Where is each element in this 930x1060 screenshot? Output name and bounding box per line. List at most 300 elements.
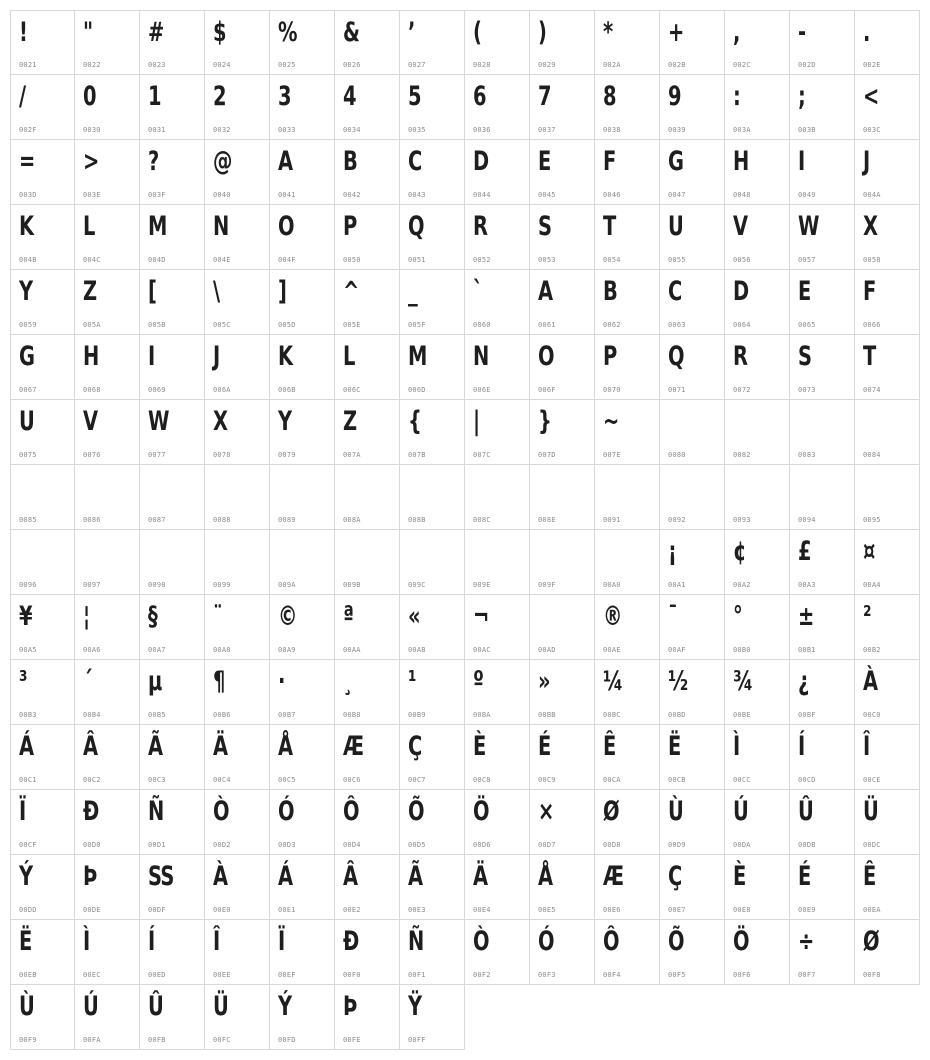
glyph-cell-0052	[465, 205, 530, 270]
glyph-cell-0078	[205, 400, 270, 465]
glyph-codepoint: 00C9	[538, 776, 556, 784]
glyph-character: =	[19, 146, 35, 177]
glyph-cell-0087	[140, 465, 205, 530]
glyph-cell-003a	[725, 75, 790, 140]
glyph-character: «	[408, 601, 420, 632]
glyph-character: Æ	[343, 731, 364, 762]
glyph-cell-007e	[595, 400, 660, 465]
glyph-cell-00a3	[790, 530, 855, 595]
glyph-character: W	[798, 211, 819, 242]
glyph-character: ©	[278, 601, 297, 632]
glyph-character: :	[733, 81, 741, 112]
glyph-character: ;	[798, 81, 806, 112]
glyph-character: X	[213, 406, 228, 437]
glyph-codepoint: 00B3	[19, 711, 37, 719]
glyph-codepoint: 005F	[408, 321, 426, 329]
glyph-codepoint: 0028	[473, 61, 491, 69]
glyph-cell-002a	[595, 10, 660, 75]
glyph-cell-006d	[400, 335, 465, 400]
glyph-codepoint: 0053	[538, 256, 556, 264]
glyph-character: ?	[148, 146, 159, 177]
glyph-codepoint: 003F	[148, 191, 166, 199]
glyph-cell-00e4	[465, 855, 530, 920]
glyph-cell-0029	[530, 10, 595, 75]
glyph-codepoint: 00AD	[538, 646, 556, 654]
glyph-codepoint: 0030	[83, 126, 101, 134]
glyph-cell-0061	[530, 270, 595, 335]
glyph-character: $	[213, 17, 226, 48]
glyph-character: ¾	[733, 666, 753, 697]
glyph-character: N	[473, 341, 489, 372]
glyph-character: S	[798, 341, 812, 372]
glyph-character: "	[83, 17, 93, 48]
glyph-cell-006c	[335, 335, 400, 400]
glyph-character: ¸	[343, 666, 352, 697]
glyph-character: G	[668, 146, 684, 177]
glyph-cell-0023	[140, 10, 205, 75]
glyph-cell-0039	[660, 75, 725, 140]
glyph-cell-0092	[660, 465, 725, 530]
glyph-codepoint: 0074	[863, 386, 881, 394]
glyph-codepoint: 0049	[798, 191, 816, 199]
glyph-character: B	[343, 146, 358, 177]
glyph-codepoint: 00CF	[19, 841, 37, 849]
glyph-cell-0031	[140, 75, 205, 140]
glyph-codepoint: 0073	[798, 386, 816, 394]
glyph-codepoint: 003B	[798, 126, 816, 134]
glyph-character: Ì	[83, 926, 90, 957]
glyph-cell-003c	[855, 75, 920, 140]
glyph-codepoint: 007C	[473, 451, 491, 459]
glyph-codepoint: 00C2	[83, 776, 101, 784]
glyph-character: I	[148, 341, 155, 372]
glyph-cell-00ca	[595, 725, 660, 790]
glyph-codepoint: 0082	[733, 451, 751, 459]
glyph-cell-00e1	[270, 855, 335, 920]
glyph-cell-0055	[660, 205, 725, 270]
glyph-character: <	[863, 81, 879, 112]
glyph-cell-00eb	[10, 920, 75, 985]
glyph-character: >	[83, 146, 99, 177]
glyph-codepoint: 00CC	[733, 776, 751, 784]
glyph-cell-004c	[75, 205, 140, 270]
glyph-character: Ð	[343, 926, 359, 957]
glyph-codepoint: 0095	[863, 516, 881, 524]
glyph-cell-0093	[725, 465, 790, 530]
glyph-codepoint: 0045	[538, 191, 556, 199]
glyph-cell-005c	[205, 270, 270, 335]
glyph-codepoint: 00A2	[733, 581, 751, 589]
glyph-codepoint: 002E	[863, 61, 881, 69]
glyph-codepoint: 00E6	[603, 906, 621, 914]
glyph-cell-00ae	[595, 595, 660, 660]
glyph-cell-005b	[140, 270, 205, 335]
glyph-codepoint: 006C	[343, 386, 361, 394]
glyph-codepoint: 00E7	[668, 906, 686, 914]
glyph-cell-0053	[530, 205, 595, 270]
glyph-codepoint: 0024	[213, 61, 231, 69]
glyph-codepoint: 00A3	[798, 581, 816, 589]
glyph-codepoint: 009E	[473, 581, 491, 589]
glyph-codepoint: 002C	[733, 61, 751, 69]
glyph-cell-00d7	[530, 790, 595, 855]
glyph-cell-00b5	[140, 660, 205, 725]
glyph-cell-0080	[660, 400, 725, 465]
glyph-codepoint: 0035	[408, 126, 426, 134]
glyph-codepoint: 0068	[83, 386, 101, 394]
glyph-character: Ñ	[148, 796, 164, 827]
glyph-cell-003b	[790, 75, 855, 140]
glyph-codepoint: 00E0	[213, 906, 231, 914]
glyph-cell-0083	[790, 400, 855, 465]
glyph-cell-00a2	[725, 530, 790, 595]
glyph-codepoint: 00B4	[83, 711, 101, 719]
glyph-cell-0045	[530, 140, 595, 205]
glyph-cell-00ef	[270, 920, 335, 985]
glyph-cell-00c9	[530, 725, 595, 790]
glyph-codepoint: 00B2	[863, 646, 881, 654]
glyph-cell-00c4	[205, 725, 270, 790]
glyph-cell-00f7	[790, 920, 855, 985]
glyph-codepoint: 00E8	[733, 906, 751, 914]
glyph-cell-003e	[75, 140, 140, 205]
glyph-codepoint: 006A	[213, 386, 231, 394]
glyph-codepoint: 0087	[148, 516, 166, 524]
glyph-character: Ç	[668, 861, 682, 892]
glyph-cell-0051	[400, 205, 465, 270]
glyph-codepoint: 0058	[863, 256, 881, 264]
glyph-character: Ú	[83, 991, 99, 1022]
glyph-codepoint: 00DB	[798, 841, 816, 849]
glyph-character: µ	[148, 666, 162, 697]
glyph-codepoint: 0042	[343, 191, 361, 199]
glyph-codepoint: 00D1	[148, 841, 166, 849]
glyph-codepoint: 0070	[603, 386, 621, 394]
glyph-cell-00b8	[335, 660, 400, 725]
glyph-character: Ö	[473, 796, 489, 827]
glyph-cell-0024	[205, 10, 270, 75]
glyph-codepoint: 0064	[733, 321, 751, 329]
glyph-cell-0068	[75, 335, 140, 400]
glyph-cell-0021	[10, 10, 75, 75]
glyph-codepoint: 00C3	[148, 776, 166, 784]
glyph-cell-0027	[400, 10, 465, 75]
glyph-character: A	[278, 146, 293, 177]
glyph-character: D	[733, 276, 749, 307]
glyph-character: ª	[343, 601, 354, 632]
glyph-codepoint: 002A	[603, 61, 621, 69]
glyph-codepoint: 0069	[148, 386, 166, 394]
glyph-character: Ÿ	[408, 991, 422, 1022]
glyph-character: ¢	[733, 536, 746, 567]
glyph-character: .	[863, 17, 870, 48]
glyph-codepoint: 00C0	[863, 711, 881, 719]
glyph-codepoint: 00B6	[213, 711, 231, 719]
glyph-codepoint: 0057	[798, 256, 816, 264]
glyph-character: Ñ	[408, 926, 424, 957]
glyph-codepoint: 00B9	[408, 711, 426, 719]
glyph-codepoint: 00A5	[19, 646, 37, 654]
glyph-codepoint: 005E	[343, 321, 361, 329]
glyph-codepoint: 006E	[473, 386, 491, 394]
glyph-codepoint: 0089	[278, 516, 296, 524]
glyph-character: {	[408, 406, 422, 437]
glyph-cell-00d8	[595, 790, 660, 855]
glyph-cell-003f	[140, 140, 205, 205]
glyph-character: Ú	[733, 796, 749, 827]
glyph-cell-0064	[725, 270, 790, 335]
glyph-codepoint: 00DD	[19, 906, 37, 914]
glyph-cell-004b	[10, 205, 75, 270]
glyph-character: Ý	[278, 991, 292, 1022]
glyph-character: Q	[408, 211, 424, 242]
glyph-character: Ï	[278, 926, 285, 957]
glyph-cell-00b9	[400, 660, 465, 725]
glyph-character: K	[278, 341, 293, 372]
glyph-cell-0089	[270, 465, 335, 530]
glyph-cell-0058	[855, 205, 920, 270]
glyph-codepoint: 00AA	[343, 646, 361, 654]
glyph-character: Ê	[863, 861, 876, 892]
glyph-character: È	[473, 731, 486, 762]
glyph-character: P	[343, 211, 357, 242]
glyph-cell-00cd	[790, 725, 855, 790]
glyph-character: Î	[213, 926, 220, 957]
glyph-cell-0033	[270, 75, 335, 140]
glyph-codepoint: 00BD	[668, 711, 686, 719]
glyph-codepoint: 002B	[668, 61, 686, 69]
glyph-character: F	[863, 276, 876, 307]
glyph-codepoint: 00D6	[473, 841, 491, 849]
glyph-codepoint: 0098	[148, 581, 166, 589]
glyph-cell-00b3	[10, 660, 75, 725]
glyph-character: ¹	[408, 666, 416, 697]
glyph-cell-00fb	[140, 985, 205, 1050]
glyph-codepoint: 007D	[538, 451, 556, 459]
glyph-cell-00ec	[75, 920, 140, 985]
glyph-cell-0028	[465, 10, 530, 75]
glyph-character: V	[83, 406, 98, 437]
glyph-codepoint: 00BE	[733, 711, 751, 719]
glyph-cell-0032	[205, 75, 270, 140]
glyph-character: Ü	[213, 991, 229, 1022]
glyph-character: Ù	[668, 796, 684, 827]
glyph-cell-004a	[855, 140, 920, 205]
glyph-character: O	[538, 341, 554, 372]
glyph-character: B	[603, 276, 618, 307]
glyph-cell-0022	[75, 10, 140, 75]
glyph-character: Ï	[19, 796, 26, 827]
glyph-cell-00de	[75, 855, 140, 920]
glyph-codepoint: 0056	[733, 256, 751, 264]
glyph-cell-006a	[205, 335, 270, 400]
glyph-codepoint: 0096	[19, 581, 37, 589]
glyph-cell-00fe	[335, 985, 400, 1050]
glyph-character: Ó	[278, 796, 294, 827]
glyph-codepoint: 0084	[863, 451, 881, 459]
glyph-character: Ç	[408, 731, 422, 762]
glyph-cell-008c	[465, 465, 530, 530]
glyph-character: [	[148, 276, 157, 307]
glyph-character: -	[798, 17, 806, 48]
glyph-cell-0059	[10, 270, 75, 335]
glyph-cell-007c	[465, 400, 530, 465]
glyph-cell-0084	[855, 400, 920, 465]
glyph-codepoint: 00DA	[733, 841, 751, 849]
glyph-cell-00dc	[855, 790, 920, 855]
glyph-codepoint: 00A7	[148, 646, 166, 654]
glyph-codepoint: 00A0	[603, 581, 621, 589]
glyph-cell-00ed	[140, 920, 205, 985]
glyph-character: É	[538, 731, 551, 762]
glyph-character: ¦	[83, 601, 90, 632]
glyph-character: Õ	[408, 796, 424, 827]
glyph-character: G	[19, 341, 35, 372]
glyph-cell-008e	[530, 465, 595, 530]
glyph-cell-00f9	[10, 985, 75, 1050]
glyph-cell-00bb	[530, 660, 595, 725]
glyph-codepoint: 0038	[603, 126, 621, 134]
glyph-codepoint: 00A1	[668, 581, 686, 589]
glyph-codepoint: 00C7	[408, 776, 426, 784]
glyph-codepoint: 00E1	[278, 906, 296, 914]
glyph-character: Å	[538, 861, 553, 892]
glyph-character: 4	[343, 81, 356, 112]
glyph-cell-0086	[75, 465, 140, 530]
glyph-cell-00f3	[530, 920, 595, 985]
glyph-cell-00be	[725, 660, 790, 725]
glyph-codepoint: 008E	[538, 516, 556, 524]
glyph-codepoint: 00EF	[278, 971, 296, 979]
glyph-character: Ù	[19, 991, 35, 1022]
glyph-cell-0069	[140, 335, 205, 400]
glyph-cell-0091	[595, 465, 660, 530]
glyph-codepoint: 00DC	[863, 841, 881, 849]
glyph-character: 6	[473, 81, 486, 112]
glyph-codepoint: 008A	[343, 516, 361, 524]
glyph-character: `	[473, 276, 482, 307]
glyph-character: @	[213, 146, 232, 177]
glyph-cell-00b6	[205, 660, 270, 725]
glyph-codepoint: 0050	[343, 256, 361, 264]
glyph-cell-0056	[725, 205, 790, 270]
glyph-codepoint: 00BF	[798, 711, 816, 719]
glyph-cell-00e0	[205, 855, 270, 920]
glyph-codepoint: 003A	[733, 126, 751, 134]
glyph-cell-00df	[140, 855, 205, 920]
glyph-character: )	[538, 17, 547, 48]
glyph-codepoint: 0085	[19, 516, 37, 524]
glyph-cell-00c8	[465, 725, 530, 790]
glyph-character: R	[473, 211, 488, 242]
glyph-codepoint: 0078	[213, 451, 231, 459]
glyph-cell-00f0	[335, 920, 400, 985]
glyph-codepoint: 0072	[733, 386, 751, 394]
glyph-cell-00c2	[75, 725, 140, 790]
glyph-codepoint: 00F5	[668, 971, 686, 979]
glyph-character: T	[603, 211, 616, 242]
glyph-codepoint: 007E	[603, 451, 621, 459]
glyph-character: ~	[603, 406, 619, 437]
glyph-cell-002c	[725, 10, 790, 75]
glyph-cell-00dd	[10, 855, 75, 920]
glyph-cell-00e2	[335, 855, 400, 920]
glyph-codepoint: 005D	[278, 321, 296, 329]
glyph-character: J	[863, 146, 870, 177]
glyph-codepoint: 0043	[408, 191, 426, 199]
glyph-character: Ð	[83, 796, 99, 827]
glyph-codepoint: 0052	[473, 256, 491, 264]
glyph-codepoint: 004D	[148, 256, 166, 264]
glyph-codepoint: 0088	[213, 516, 231, 524]
glyph-cell-00e5	[530, 855, 595, 920]
glyph-codepoint: 0041	[278, 191, 296, 199]
glyph-codepoint: 00E2	[343, 906, 361, 914]
glyph-codepoint: 0061	[538, 321, 556, 329]
glyph-character: Y	[278, 406, 292, 437]
glyph-character: ’	[408, 17, 415, 48]
glyph-cell-0054	[595, 205, 660, 270]
glyph-character: }	[538, 406, 552, 437]
glyph-character: U	[19, 406, 35, 437]
glyph-cell-0095	[855, 465, 920, 530]
glyph-codepoint: 006B	[278, 386, 296, 394]
glyph-codepoint: 00C4	[213, 776, 231, 784]
glyph-codepoint: 0075	[19, 451, 37, 459]
glyph-cell-0096	[10, 530, 75, 595]
glyph-character: ¶	[213, 666, 225, 697]
glyph-cell-00f6	[725, 920, 790, 985]
glyph-cell-0076	[75, 400, 140, 465]
glyph-codepoint: 0062	[603, 321, 621, 329]
glyph-cell-007d	[530, 400, 595, 465]
glyph-character: Q	[668, 341, 684, 372]
glyph-character: %	[278, 17, 297, 48]
glyph-cell-00cb	[660, 725, 725, 790]
glyph-codepoint: 0060	[473, 321, 491, 329]
glyph-cell-00ce	[855, 725, 920, 790]
glyph-cell-00ee	[205, 920, 270, 985]
glyph-cell-0049	[790, 140, 855, 205]
glyph-codepoint: 009B	[343, 581, 361, 589]
glyph-codepoint: 0083	[798, 451, 816, 459]
glyph-character: Í	[798, 731, 805, 762]
glyph-character: F	[603, 146, 616, 177]
glyph-codepoint: 00D9	[668, 841, 686, 849]
glyph-cell-0060	[465, 270, 530, 335]
glyph-cell-00b0	[725, 595, 790, 660]
glyph-cell-00b7	[270, 660, 335, 725]
glyph-cell-0063	[660, 270, 725, 335]
glyph-cell-00ba	[465, 660, 530, 725]
glyph-character: I	[798, 146, 805, 177]
glyph-codepoint: 00EC	[83, 971, 101, 979]
glyph-cell-009c	[400, 530, 465, 595]
glyph-codepoint: 005C	[213, 321, 231, 329]
glyph-cell-007a	[335, 400, 400, 465]
glyph-cell-0044	[465, 140, 530, 205]
glyph-codepoint: 0047	[668, 191, 686, 199]
glyph-character: (	[473, 17, 482, 48]
glyph-codepoint: 0086	[83, 516, 101, 524]
glyph-character: ^	[343, 276, 359, 307]
glyph-cell-00a6	[75, 595, 140, 660]
glyph-cell-009b	[335, 530, 400, 595]
glyph-character: ²	[863, 601, 871, 632]
glyph-character: ¬	[473, 601, 489, 632]
glyph-codepoint: 00B5	[148, 711, 166, 719]
glyph-codepoint: 00D3	[278, 841, 296, 849]
